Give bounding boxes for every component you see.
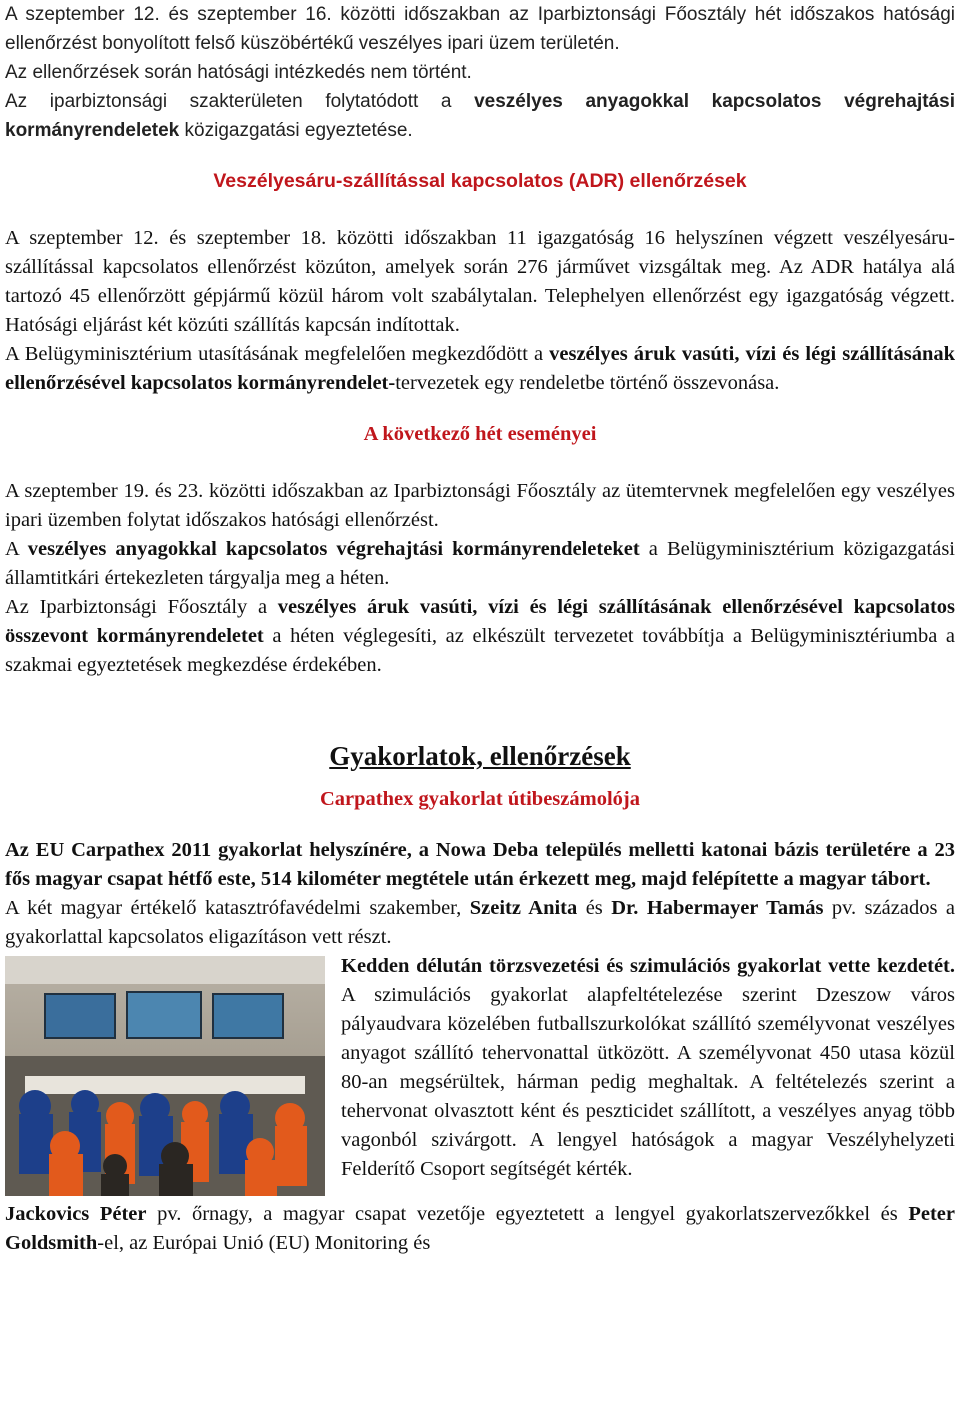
carpathex-paragraph-1: Az EU Carpathex 2011 gyakorlat helyszínére, a Nowa Deba település melletti katonai bázis területére a 23 fős magyar csapat hétfő este, 514 kilométer megtétele után érkezett meg, majd felépítette a magyar tábort. bbox=[5, 839, 955, 890]
exercise-photo bbox=[5, 956, 325, 1196]
intro-paragraph-2: Az ellenőrzések során hatósági intézkedés nem történt. bbox=[5, 62, 472, 83]
document-page bbox=[5, 0, 955, 1258]
next-week-heading: A következő hét eseményei bbox=[363, 423, 597, 445]
next-week-paragraph-2: A veszélyes anyagokkal kapcsolatos végrehajtási kormányrendeleteket a Belügyminisztérium közigazgatási államtitkári értekezleten tárgyalja meg a héten. bbox=[5, 538, 955, 589]
adr-paragraph-2: A Belügyminisztérium utasításának megfelelően megkezdődött a veszélyes áruk vasúti, vízi és légi szállításának ellenőrzésével kapcsolatos kormányrendelet-tervezetek egy rendeletbe történő összevonása. bbox=[5, 343, 955, 394]
carpathex-subheading: Carpathex gyakorlat útibeszámolója bbox=[319, 788, 640, 810]
exercises-heading: Gyakorlatok, ellenőrzések bbox=[329, 741, 631, 771]
adr-paragraph-1: A szeptember 12. és szeptember 18. közötti időszakban 11 igazgatóság 16 helyszínen végzett veszélyesáru-szállítással kapcsolatos ellenőrzést közúton, amelyek során 276 járművet vizsgáltak meg. Az ADR hatálya alá tartozó 45 ellenőrzött gépjármű közül három volt szabálytalan. Telephelyen ellenőrzést egy igazgatóság végzett. Hatósági eljárást két közúti szállítás kapcsán indítottak. bbox=[5, 227, 955, 336]
intro-paragraph-1: A szeptember 12. és szeptember 16. közötti időszakban az Iparbiztonsági Főosztály hét időszakos hatósági ellenőrzést bonyolított felső küszöbértékű veszélyes ipari üzem területén. bbox=[5, 4, 955, 54]
intro-paragraph-3: Az iparbiztonsági szakterületen folytatódott a veszélyes anyagokkal kapcsolatos végrehajtási kormányrendeletek közigazgatási egyeztetése. bbox=[5, 91, 955, 141]
next-week-paragraph-3: Az Iparbiztonsági Főosztály a veszélyes áruk vasúti, vízi és légi szállításának ellenőrzésével kapcsolatos összevont kormányrendeletet a héten véglegesíti, az elkészült tervezetet továbbítja a Belügyminisztériumba a szakmai egyeztetések megkezdése érdekében. bbox=[5, 596, 956, 676]
carpathex-paragraph-2: A két magyar értékelő katasztrófavédelmi szakember, Szeitz Anita és Dr. Habermayer Tamás pv. százados a gyakorlattal kapcsolatos eligazításon vett részt. bbox=[5, 897, 956, 948]
carpathex-paragraph-3: Kedden délután törzsvezetési és szimulációs gyakorlat vette kezdetét. A szimulációs gyakorlat alapfeltételezése szerint Dzeszow város pályaudvara közelében futballszurkolókat szállító személyvonat veszélyes anyagot szállító tehervonattal ütközött. A személyvonat 450 utasa közül 80-an megsérültek, hárman pedig meghaltak. A feltételezés szerint a tehervonat olvasztott ként és peszticidet szállított, a veszélyes anyag több vagonból szivárgott. A lengyel hatóságok a magyar Veszélyhelyzeti Felderítő Csoport segítségét kérték. bbox=[341, 955, 955, 1180]
next-week-paragraph-1: A szeptember 19. és 23. közötti időszakban az Iparbiztonsági Főosztály az ütemtervnek megfelelően egy veszélyes ipari üzemben folytat időszakos hatósági ellenőrzést. bbox=[5, 480, 955, 531]
carpathex-paragraph-4: Jackovics Péter pv. őrnagy, a magyar csapat vezetője egyeztetett a lengyel gyakorlatszervezőkkel és Peter Goldsmith-el, az Európai Unió (EU) Monitoring és bbox=[5, 1203, 955, 1254]
adr-heading: Veszélyesáru-szállítással kapcsolatos (ADR) ellenőrzések bbox=[213, 170, 747, 192]
